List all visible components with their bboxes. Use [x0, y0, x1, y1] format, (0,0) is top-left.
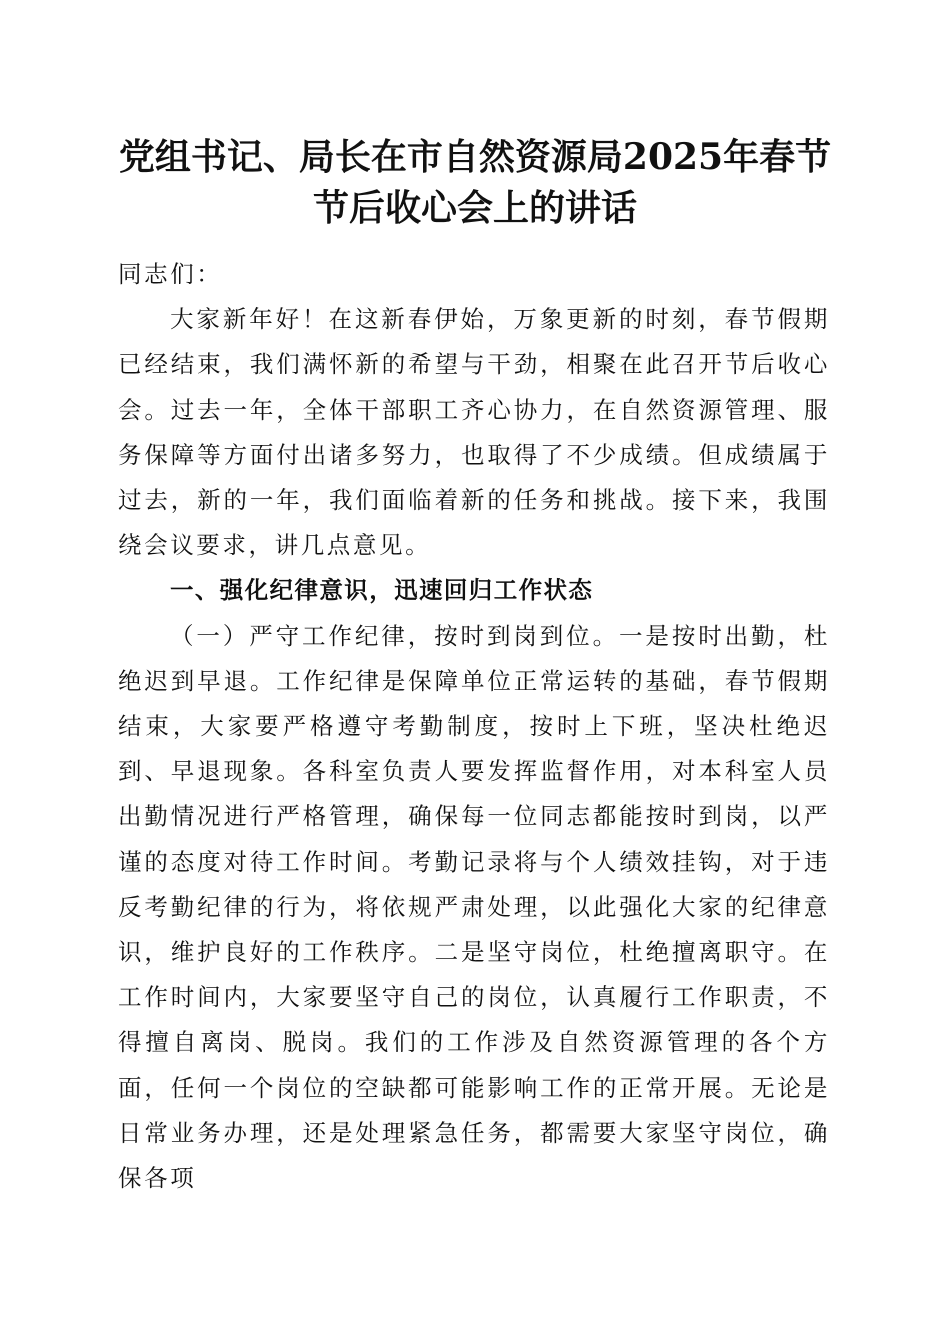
document-title [100, 132, 850, 234]
title-line-2: 节后收心会上的讲话 [312, 187, 637, 229]
title-line-1: 党组书记、局长在市自然资源局2025年春节 [118, 136, 832, 178]
section-heading-1: 一、强化纪律意识，迅速回归工作状态 [170, 576, 594, 605]
paragraph-intro: 大家新年好！在这新春伊始，万象更新的时刻，春节假期已经结束，我们满怀新的希望与干劲，相聚在此召开节后收心会。过去一年，全体干部职工齐心协力，在自然资源管理、服务保障等方面付出诸多努力，也取得了不少成绩。但成绩属于过去，新的一年，我们面临着新的任务和挑战。接下来，我围绕会议要求，讲几点意见。 [118, 305, 830, 560]
paragraph-section-1-1: （一）严守工作纪律，按时到岗到位。一是按时出勤，杜绝迟到早退。工作纪律是保障单位正常运转的基础，春节假期结束，大家要严格遵守考勤制度，按时上下班，坚决杜绝迟到、早退现象。各科室负责人要发挥监督作用，对本科室人员出勤情况进行严格管理，确保每一位同志都能按时到岗，以严谨的态度对待工作时间。考勤记录将与个人绩效挂钩，对于违反考勤纪律的行为，将依规严肃处理，以此强化大家的纪律意识，维护良好的工作秩序。二是坚守岗位，杜绝擅离职守。在工作时间内，大家要坚守自己的岗位，认真履行工作职责，不得擅自离岗、脱岗。我们的工作涉及自然资源管理的各个方面，任何一个岗位的空缺都可能影响工作的正常开展。无论是日常业务办理，还是处理紧急任务，都需要大家坚守岗位，确保各项 [118, 621, 830, 1193]
salutation: 同志们： [118, 260, 223, 288]
document-body [118, 252, 830, 1201]
